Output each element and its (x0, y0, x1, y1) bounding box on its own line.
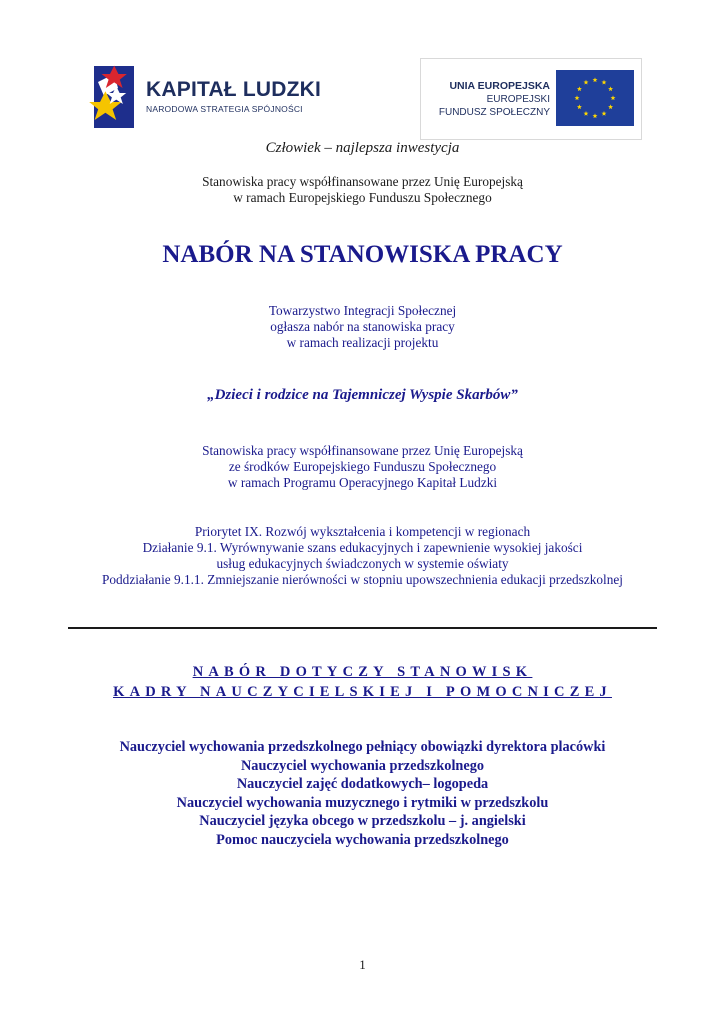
eu-flag-icon (556, 70, 634, 126)
cofinancing-note (0, 174, 725, 206)
horizontal-divider (68, 627, 657, 629)
funding-line: ze środków Europejskiego Funduszu Społecznego (228, 459, 497, 474)
announcement-line: w ramach realizacji projektu (286, 335, 439, 350)
priority-info (0, 524, 725, 588)
priority-line: Priorytet IX. Rozwój wykształcenia i kompetencji w regionach (194, 524, 531, 539)
eu-logo-line1: UNIA EUROPEJSKA (449, 80, 550, 92)
kapital-ludzki-emblem-icon (88, 62, 144, 134)
eu-logo-line3: FUNDUSZ SPOŁECZNY (438, 107, 550, 118)
motto: Człowiek – najlepsza inwestycja (265, 140, 460, 156)
recruitment-line (0, 662, 725, 682)
position-item: Pomoc nauczyciela wychowania przedszkolnego (216, 831, 509, 848)
announcement-line: ogłasza nabór na stanowiska pracy (270, 319, 455, 334)
eu-logo (420, 58, 642, 140)
kapital-ludzki-title: KAPITAŁ LUDZKI (146, 78, 322, 101)
recruitment-line (0, 682, 725, 702)
kapital-ludzki-subtitle: NARODOWA STRATEGIA SPÓJNOŚCI (146, 104, 303, 114)
funding-line: Stanowiska pracy współfinansowane przez Unię Europejską (202, 443, 523, 458)
eu-logo-line2: EUROPEJSKI (486, 94, 550, 105)
kapital-ludzki-logo (88, 62, 328, 134)
recruitment-text: NABÓR DOTYCZY STANOWISK (192, 664, 533, 680)
cofinancing-line: w ramach Europejskiego Funduszu Społecznego (233, 190, 492, 205)
funding-note (0, 443, 725, 491)
recruitment-text: KADRY NAUCZYCIELSKIEJ I POMOCNICZEJ (113, 684, 612, 700)
announcement-line: Towarzystwo Integracji Społecznej (268, 303, 457, 318)
position-item: Nauczyciel języka obcego w przedszkolu – j. angielski (199, 813, 526, 829)
announcement (0, 303, 725, 351)
priority-line: Działanie 9.1. Wyrównywanie szans edukacyjnych i zapewnienie wysokiej jakości (142, 540, 583, 555)
priority-line: usług edukacyjnych świadczonych w systemie oświaty (216, 556, 509, 571)
funding-line: w ramach Programu Operacyjnego Kapitał Ludzki (227, 475, 498, 490)
position-item: Nauczyciel wychowania muzycznego i rytmiki w przedszkolu (176, 794, 549, 811)
position-item: Nauczyciel wychowania przedszkolnego pełniący obowiązki dyrektora placówki (119, 739, 606, 755)
position-item: Nauczyciel wychowania przedszkolnego (240, 757, 485, 774)
cofinancing-line: Stanowiska pracy współfinansowane przez Unię Europejską (202, 174, 523, 189)
recruitment-heading (0, 662, 725, 702)
page-title: NABÓR NA STANOWISKA PRACY (162, 241, 563, 268)
page-number: 1 (359, 957, 366, 972)
position-item: Nauczyciel zajęć dodatkowych– logopeda (236, 776, 489, 792)
priority-line: Poddziałanie 9.1.1. Zmniejszanie nierówności w stopniu upowszechnienia edukacji przedszkolnej (101, 572, 623, 587)
project-name: „Dzieci i rodzice na Tajemniczej Wyspie Skarbów” (207, 387, 518, 403)
positions-list (0, 738, 725, 849)
